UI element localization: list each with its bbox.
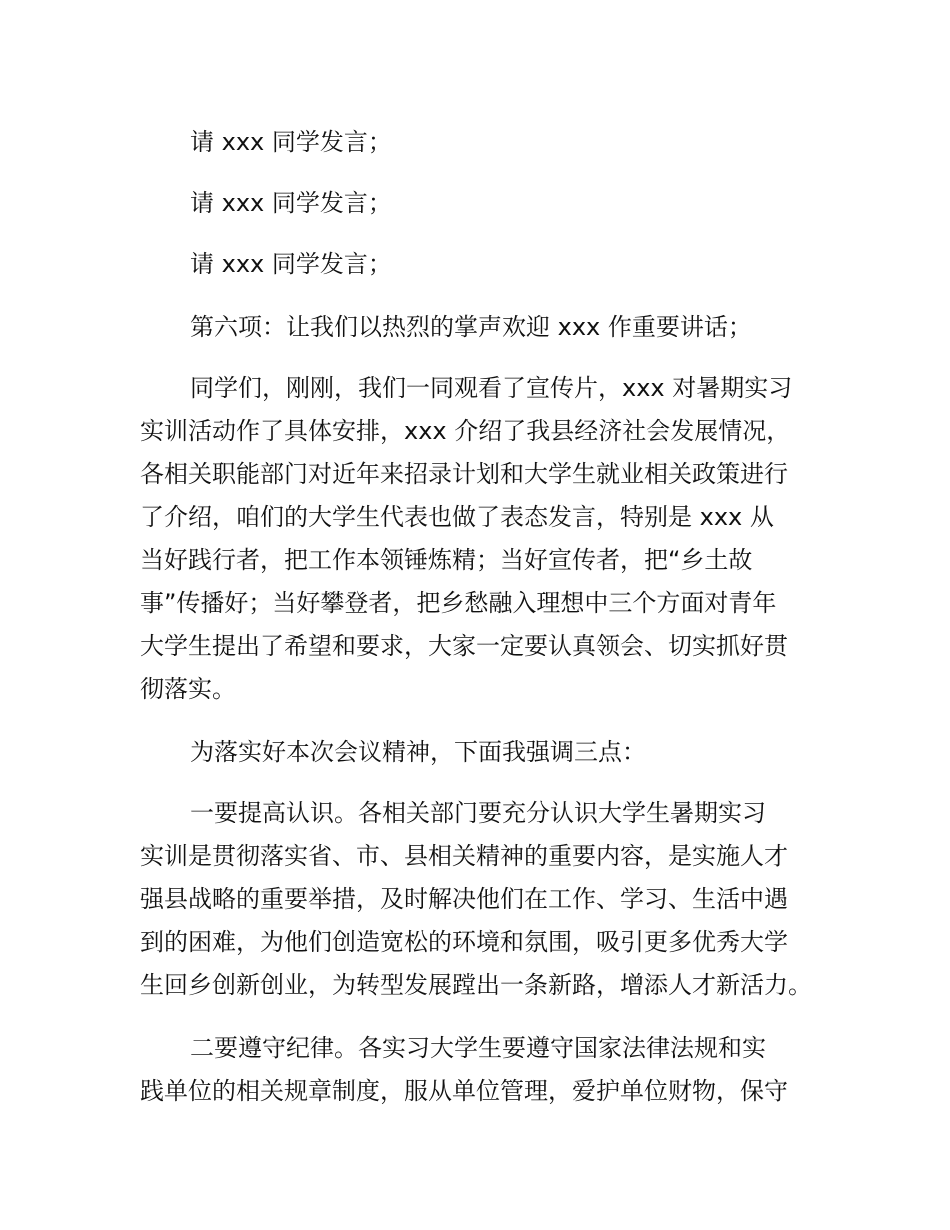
summary-paragraph-line: 彻落实。 (140, 675, 236, 703)
summary-paragraph-line: 实训活动作了具体安排，xxx 介绍了我县经济社会发展情况， (140, 417, 791, 445)
point-one-line: 生回乡创新创业，为转型发展蹚出一条新路，增添人才新活力。 (140, 971, 812, 999)
point-two-line: 践单位的相关规章制度，服从单位管理，爱护单位财物，保守 (140, 1077, 788, 1105)
point-one-line: 实训是贯彻落实省、市、县相关精神的重要内容，是实施人才 (140, 842, 788, 870)
speaker-line-1: 请 xxx 同学发言； (190, 128, 392, 156)
speaker-line-3: 请 xxx 同学发言； (190, 250, 392, 278)
speaker-line-2: 请 xxx 同学发言； (190, 189, 392, 217)
point-one-line: 一要提高认识。各相关部门要充分认识大学生暑期实习 (190, 799, 766, 827)
agenda-item-six: 第六项：让我们以热烈的掌声欢迎 xxx 作重要讲话； (190, 313, 752, 341)
summary-paragraph-line: 各相关职能部门对近年来招录计划和大学生就业相关政策进行 (140, 460, 788, 488)
emphasis-intro: 为落实好本次会议精神，下面我强调三点： (190, 738, 646, 766)
summary-paragraph-line: 同学们，刚刚，我们一同观看了宣传片，xxx 对暑期实习 (190, 374, 793, 402)
summary-paragraph-line: 大学生提出了希望和要求，大家一定要认真领会、切实抓好贯 (140, 632, 788, 660)
point-one-line: 到的困难，为他们创造宽松的环境和氛围，吸引更多优秀大学 (140, 928, 788, 956)
point-two-line: 二要遵守纪律。各实习大学生要遵守国家法律法规和实 (190, 1034, 766, 1062)
summary-paragraph-line: 事”传播好；当好攀登者，把乡愁融入理想中三个方面对青年 (140, 589, 777, 617)
summary-paragraph-line: 了介绍，咱们的大学生代表也做了表态发言，特别是 xxx 从 (140, 503, 774, 531)
point-one-line: 强县战略的重要举措，及时解决他们在工作、学习、生活中遇 (140, 885, 788, 913)
summary-paragraph-line: 当好践行者，把工作本领锤炼精；当好宣传者，把“乡土故 (140, 546, 753, 574)
